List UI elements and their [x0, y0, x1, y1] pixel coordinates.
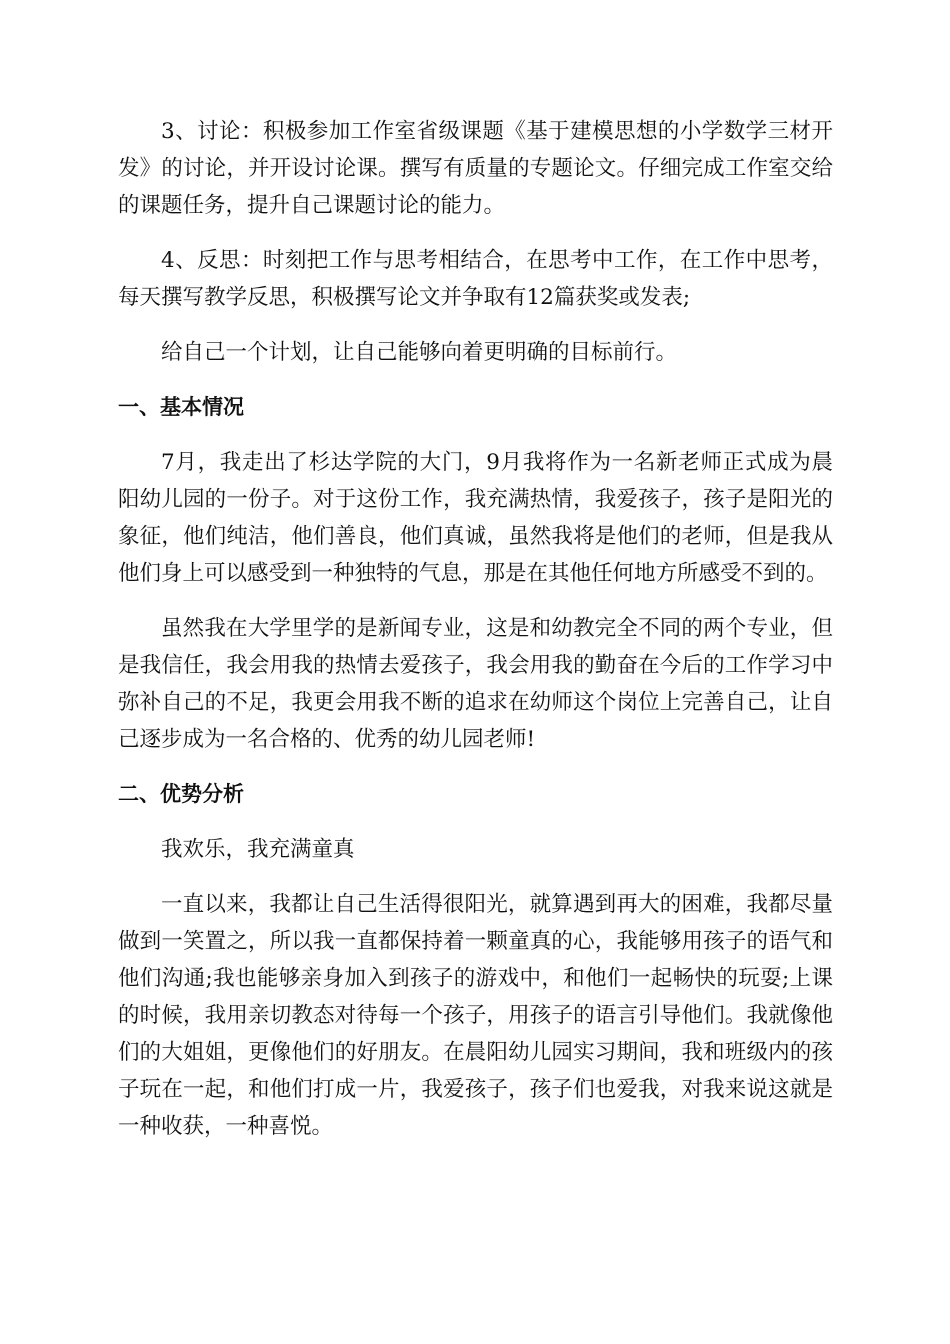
paragraph-basic-situation: 7月，我走出了杉达学院的大门，9月我将作为一名新老师正式成为晨阳幼儿园的一份子。对于这份工作，我充满热情，我爱孩子，孩子是阳光的象征，他们纯洁，他们善良，他们真诚，虽然我将是他们的老师，但是我从他们身上可以感受到一种独特的气息，那是在其他任何地方所感受不到的。 [118, 450, 833, 586]
paragraph-discussion: 3、讨论：积极参加工作室省级课题《基于建模思想的小学数学三材开发》的讨论，并开设讨论课。撰写有质量的专题论文。仔细完成工作室交给的课题任务，提升自己课题讨论的能力。 [118, 119, 833, 218]
document-body [118, 113, 833, 1163]
section-heading-basic-situation: 一、基本情况 [118, 395, 244, 419]
paragraph-plan: 给自己一个计划，让自己能够向着更明确的目标前行。 [161, 340, 678, 365]
paragraph-strength-detail: 一直以来，我都让自己生活得很阳光，就算遇到再大的困难，我都尽量做到一笑置之，所以我一直都保持着一颗童真的心，我能够用孩子的语气和他们沟通;我也能够亲身加入到孩子的游戏中，和他们一起畅快的玩耍;上课的时候，我用亲切教态对待每一个孩子，用孩子的语言引导他们。我就像他们的大姐姐，更像他们的好朋友。在晨阳幼儿园实习期间，我和班级内的孩子玩在一起，和他们打成一片，我爱孩子，孩子们也爱我，对我来说这就是一种收获，一种喜悦。 [118, 892, 833, 1139]
paragraph-reflection: 4、反思：时刻把工作与思考相结合，在思考中工作，在工作中思考，每天撰写教学反思，积极撰写论文并争取有12篇获奖或发表; [118, 248, 833, 310]
section-heading-strengths: 二、优势分析 [118, 782, 244, 806]
paragraph-strength-title: 我欢乐，我充满童真 [161, 837, 355, 862]
paragraph-major: 虽然我在大学里学的是新闻专业，这是和幼教完全不同的两个专业，但是我信任，我会用我的热情去爱孩子，我会用我的勤奋在今后的工作学习中弥补自己的不足，我更会用我不断的追求在幼师这个岗位上完善自己，让自己逐步成为一名合格的、优秀的幼儿园老师! [118, 616, 833, 752]
